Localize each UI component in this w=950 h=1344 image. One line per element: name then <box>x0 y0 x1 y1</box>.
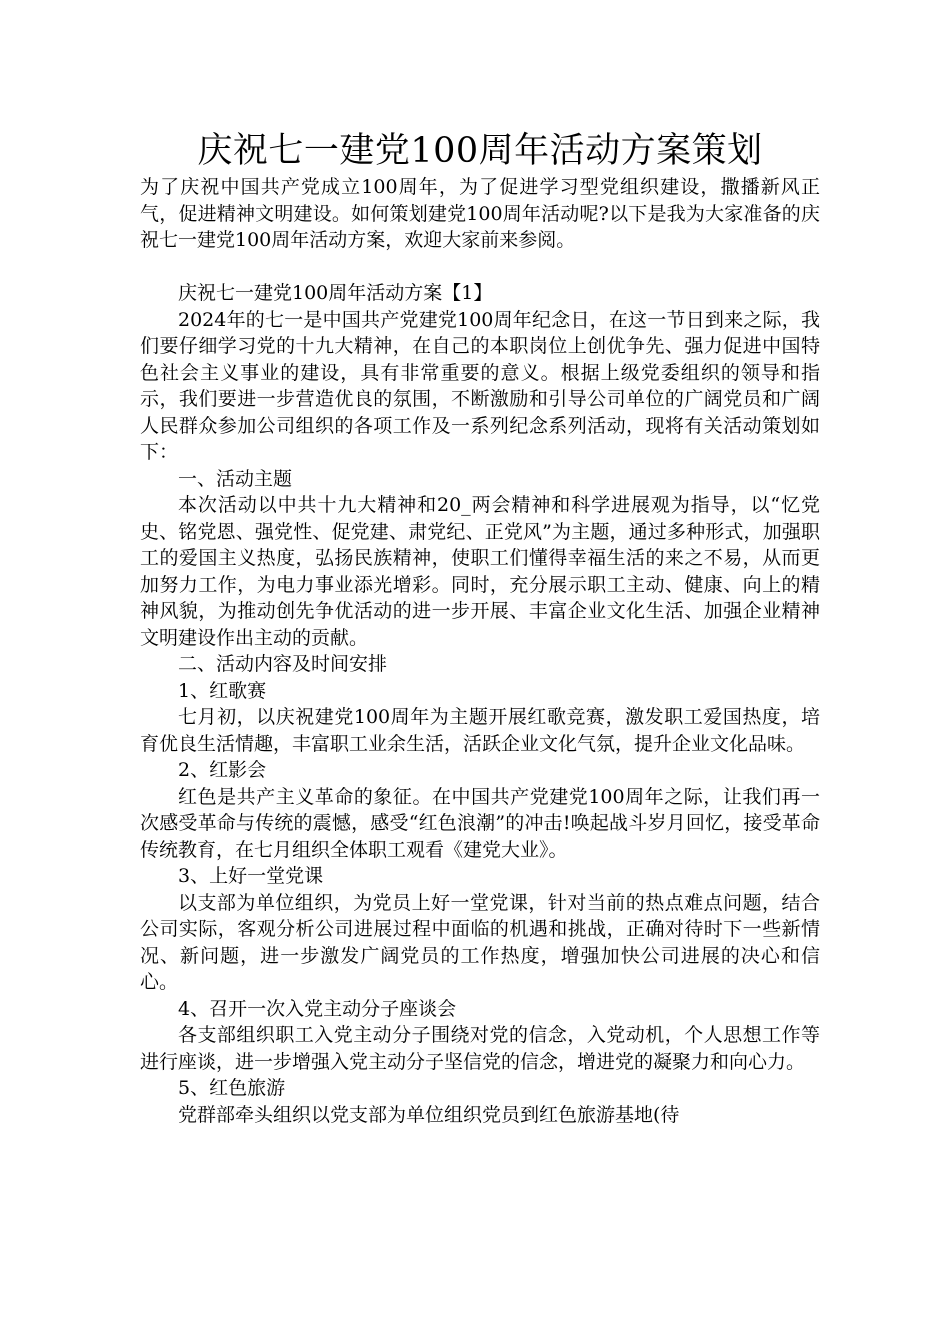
heading-item-5: 5、红色旅游 <box>178 1077 286 1099</box>
heading-theme: 一、活动主题 <box>178 467 293 490</box>
document-title: 庆祝七一建党100周年活动方案策划 <box>197 131 763 171</box>
blank-line <box>140 254 820 281</box>
item-3-paragraph: 以支部为单位组织，为党员上好一堂党课，针对当前的热点难点问题，结合公司实际，客观分析公司进展过程中面临的机遇和挑战，正确对待时下一些新情况、新问题，进一步激发广阔党员的工作热度，增强加快公司进展的决心和信心。 <box>140 891 820 993</box>
intro-paragraph: 为了庆祝中国共产党成立100周年，为了促进学习型党组织建设，撒播新风正气，促进精神文明建设。如何策划建党100周年活动呢?以下是我为大家准备的庆祝七一建党100周年活动方案，欢迎大家前来参阅。 <box>140 176 820 251</box>
item-2-paragraph: 红色是共产主义革命的象征。在中国共产党建党100周年之际，让我们再一次感受革命与传统的震憾，感受“红色浪潮”的冲击!唤起战斗岁月回忆，接受革命传统教育，在七月组织全体职工观看《建党大业》。 <box>140 785 820 861</box>
heading-item-2: 2、红影会 <box>178 759 267 781</box>
section-heading: 庆祝七一建党100周年活动方案【1】 <box>178 282 493 304</box>
heading-item-4: 4、召开一次入党主动分子座谈会 <box>178 997 457 1020</box>
background-paragraph: 2024年的七一是中国共产党建党100周年纪念日，在这一节日到来之际，我们要仔细学习党的十九大精神，在自己的本职岗位上创优争先、强力促进中国特色社会主义事业的建设，具有非常重要的意义。根据上级党委组织的领导和指示，我们要进一步营造优良的氛围，不断激励和引导公司单位的广阔党员和广阔人民群众参加公司组织的各项工作及一系列纪念系列活动，现将有关活动策划如下： <box>140 308 820 463</box>
heading-item-3: 3、上好一堂党课 <box>178 865 324 887</box>
item-4-paragraph: 各支部组织职工入党主动分子围绕对党的信念，入党动机，个人思想工作等进行座谈，进一步增强入党主动分子坚信党的信念，增进党的凝聚力和向心力。 <box>140 1024 820 1073</box>
item-5-paragraph: 党群部牵头组织以党支部为单位组织党员到红色旅游基地(待 <box>178 1103 680 1126</box>
heading-item-1: 1、红歌赛 <box>178 679 267 702</box>
document-page <box>140 128 820 1128</box>
heading-content: 二、活动内容及时间安排 <box>178 653 388 675</box>
item-1-paragraph: 七月初，以庆祝建党100周年为主题开展红歌竞赛，激发职工爱国热度，培育优良生活情趣，丰富职工业余生活，活跃企业文化气氛，提升企业文化品味。 <box>140 706 820 755</box>
theme-paragraph: 本次活动以中共十九大精神和20_两会精神和科学进展观为指导，以“忆党史、铭党恩、强党性、促党建、肃党纪、正党风”为主题，通过多种形式，加强职工的爱国主义热度，弘扬民族精神，使职工们懂得幸福生活的来之不易，从而更加努力工作，为电力事业添光增彩。同时，充分展示职工主动、健康、向上的精神风貌，为推动创先争优活动的进一步开展、丰富企业文化生活、加强企业精神文明建设作出主动的贡献。 <box>140 494 820 649</box>
